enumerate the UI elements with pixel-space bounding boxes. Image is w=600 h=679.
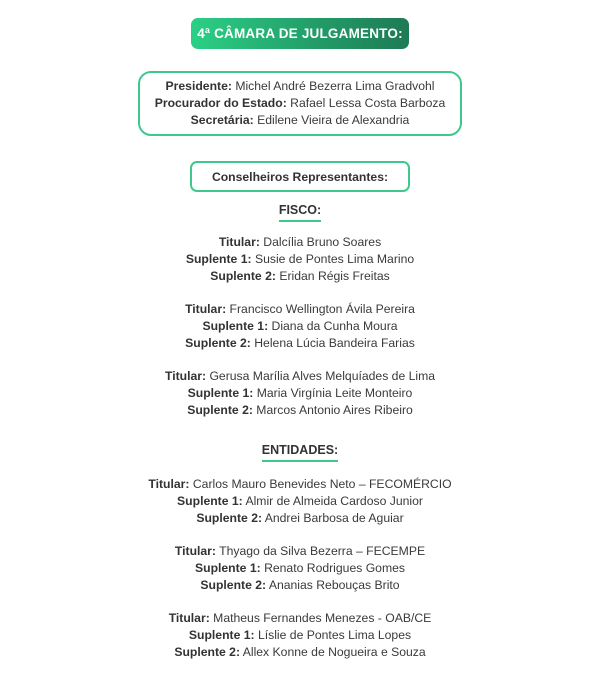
presidente-name: Michel André Bezerra Lima Gradvohl [235,79,435,93]
suplente1-row [0,560,600,577]
suplente1-name: Diana da Cunha Moura [271,319,398,333]
titular-name: Francisco Wellington Ávila Pereira [229,302,415,316]
titular-row [0,301,600,318]
suplente2-row [0,268,600,285]
titular-row [0,543,600,560]
conselheiros-heading: Conselheiros Representantes: [211,169,389,184]
entidades-heading [0,443,600,462]
titular-label: Titular: [174,544,216,558]
titular-label: Titular: [168,611,210,625]
suplente2-row [0,402,600,419]
procurador-label: Procurador do Estado: [154,96,287,110]
titular-name: Carlos Mauro Benevides Neto – FECOMÉRCIO [192,477,452,491]
suplente2-row [0,577,600,594]
conselheiros-heading-box [190,161,410,192]
suplente2-label: Suplente 2: [196,511,263,525]
titular-row [0,368,600,385]
suplente1-name: Almir de Almeida Cardoso Junior [245,494,423,508]
presidente-label: Presidente: [165,79,232,93]
titular-name: Thyago da Silva Bezerra – FECEMPE [219,544,426,558]
suplente2-label: Suplente 2: [200,578,267,592]
suplente2-row [0,510,600,527]
titular-row [0,234,600,251]
fisco-group-3 [0,368,600,419]
procurador-name: Rafael Lessa Costa Barboza [290,96,446,110]
suplente2-name: Andrei Barbosa de Aguiar [264,511,404,525]
presidency-box [138,71,462,136]
suplente1-row [0,385,600,402]
secretaria-label: Secretária: [190,113,254,127]
chamber-title-badge [191,18,409,49]
suplente2-name: Eridan Régis Freitas [279,269,390,283]
suplente2-label: Suplente 2: [187,403,253,417]
presidente-row [166,78,435,95]
suplente2-name: Ananias Rebouças Brito [268,578,400,592]
secretaria-name: Edilene Vieira de Alexandria [257,113,410,127]
suplente2-name: Allex Konne de Nogueira e Souza [242,645,426,659]
suplente1-row [0,251,600,268]
entidades-heading-text: ENTIDADES: [262,443,338,462]
titular-label: Titular: [185,302,227,316]
titular-name: Gerusa Marília Alves Melquíades de Lima [209,369,436,383]
suplente2-label: Suplente 2: [185,336,251,350]
titular-name: Matheus Fernandes Menezes - OAB/CE [213,611,432,625]
procurador-row [155,95,446,112]
chamber-title: 4ª CÂMARA DE JULGAMENTO: [197,26,403,41]
suplente1-row [0,318,600,335]
fisco-heading-text: FISCO: [279,203,321,222]
suplente2-name: Marcos Antonio Aires Ribeiro [256,403,413,417]
suplente1-label: Suplente 1: [195,561,261,575]
titular-label: Titular: [148,477,190,491]
suplente1-name: Líslie de Pontes Lima Lopes [257,628,412,642]
suplente2-row [0,644,600,661]
suplente1-name: Renato Rodrigues Gomes [264,561,405,575]
fisco-heading [0,203,600,222]
suplente1-name: Susie de Pontes Lima Marino [254,252,415,266]
suplente1-label: Suplente 1: [187,386,254,400]
fisco-group-1 [0,234,600,285]
suplente1-row [0,627,600,644]
fisco-group-2 [0,301,600,352]
suplente2-row [0,335,600,352]
titular-label: Titular: [218,235,260,249]
titular-label: Titular: [164,369,207,383]
suplente1-name: Maria Virgínia Leite Monteiro [256,386,413,400]
titular-row [0,610,600,627]
suplente1-label: Suplente 1: [177,494,243,508]
titular-name: Dalcília Bruno Soares [263,235,382,249]
entidades-group-2 [0,543,600,594]
suplente1-row [0,493,600,510]
suplente1-label: Suplente 1: [185,252,252,266]
suplente2-name: Helena Lúcia Bandeira Farias [254,336,415,350]
entidades-group-3 [0,610,600,661]
suplente1-label: Suplente 1: [188,628,255,642]
suplente1-label: Suplente 1: [202,319,269,333]
suplente2-label: Suplente 2: [174,645,241,659]
suplente2-label: Suplente 2: [210,269,276,283]
titular-row [0,476,600,493]
secretaria-row [191,112,410,129]
entidades-group-1 [0,476,600,527]
